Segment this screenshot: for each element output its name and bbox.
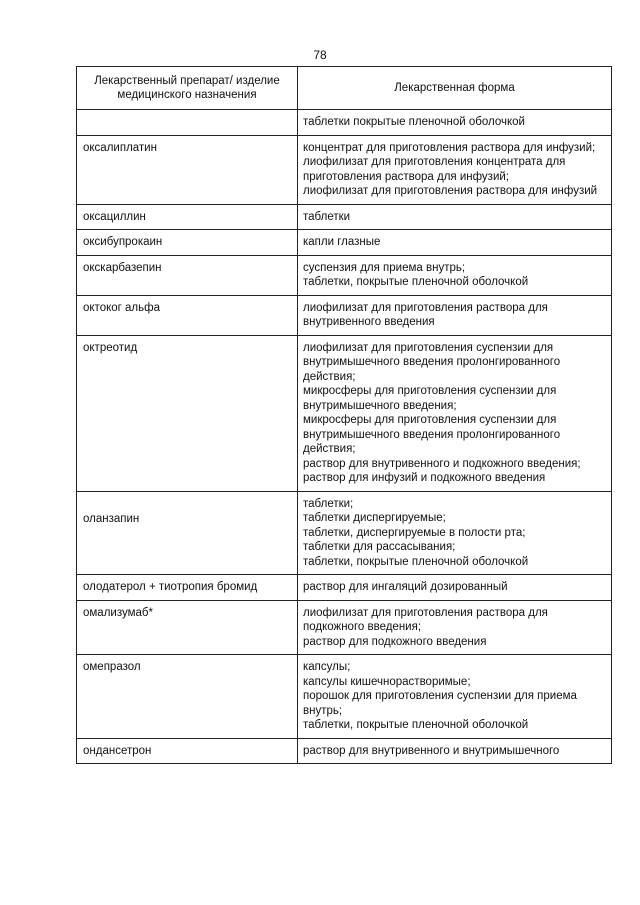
form-item: капсулы кишечнорастворимые; bbox=[303, 675, 471, 688]
form-item: таблетки bbox=[303, 210, 351, 223]
drug-cell bbox=[77, 110, 298, 136]
form-item: таблетки покрытые пленочной оболочкой bbox=[303, 116, 525, 128]
form-list bbox=[298, 575, 611, 600]
form-list bbox=[298, 601, 611, 655]
drug-name: омализумаб* bbox=[83, 606, 153, 619]
drug-name: октоког альфа bbox=[83, 301, 160, 314]
form-cell bbox=[298, 110, 612, 136]
form-item: капсулы; bbox=[303, 661, 351, 673]
table-row bbox=[77, 135, 612, 204]
form-item: суспензия для приема внутрь; bbox=[303, 261, 466, 274]
form-item: лиофилизат для приготовления раствора для внутривенного введения bbox=[303, 301, 548, 328]
form-item: раствор для подкожного введения bbox=[303, 635, 487, 648]
form-item: лиофилизат для приготовления суспензии для внутримышечного введения пролонгированного действия; bbox=[303, 341, 561, 383]
form-item: микросферы для приготовления суспензии для внутримышечного введения пролонгированного действия; bbox=[303, 414, 561, 455]
form-list bbox=[298, 205, 611, 230]
header-form-label: Лекарственная форма bbox=[394, 81, 515, 94]
form-list bbox=[298, 136, 611, 204]
drug-cell bbox=[77, 135, 298, 204]
form-item: лиофилизат для приготовления концентрата для приготовления раствора для инфузий; bbox=[303, 156, 566, 183]
form-cell bbox=[298, 738, 612, 764]
medication-table bbox=[76, 66, 612, 764]
drug-cell bbox=[77, 600, 298, 655]
form-item: лиофилизат для приготовления раствора для подкожного введения; bbox=[303, 606, 548, 633]
form-item: раствор для внутривенного и подкожного введения; bbox=[303, 457, 581, 470]
form-item: капли глазные bbox=[303, 236, 381, 248]
form-list bbox=[298, 336, 611, 491]
drug-name: олодатерол + тиотропия бромид bbox=[83, 581, 258, 593]
form-list bbox=[298, 230, 611, 255]
table-row bbox=[77, 491, 612, 575]
form-list bbox=[298, 739, 611, 764]
form-cell bbox=[298, 491, 612, 575]
form-cell bbox=[298, 335, 612, 491]
drug-cell bbox=[77, 230, 298, 256]
drug-name: оксибупрокаин bbox=[83, 236, 163, 248]
form-item: таблетки диспергируемые; bbox=[303, 512, 446, 524]
page-number: 78 bbox=[313, 48, 327, 62]
drug-name: оксалиплатин bbox=[83, 141, 157, 154]
form-cell bbox=[298, 575, 612, 601]
drug-name bbox=[77, 110, 297, 118]
form-item: порошок для приготовления суспензии для приема внутрь; bbox=[303, 690, 577, 717]
table-row bbox=[77, 255, 612, 295]
form-item: микросферы для приготовления суспензии для внутримышечного введения; bbox=[303, 385, 557, 412]
drug-name: окскарбазепин bbox=[83, 261, 162, 274]
drug-name: оксациллин bbox=[83, 210, 146, 223]
form-item: раствор для инфузий и подкожного введения bbox=[303, 472, 546, 484]
form-item: лиофилизат для приготовления раствора для инфузий bbox=[303, 185, 598, 197]
form-list bbox=[298, 296, 611, 335]
form-cell bbox=[298, 655, 612, 739]
drug-name: октреотид bbox=[83, 341, 138, 354]
drug-cell bbox=[77, 255, 298, 295]
table-row bbox=[77, 204, 612, 230]
drug-cell bbox=[77, 491, 298, 575]
drug-cell bbox=[77, 738, 298, 764]
table-row bbox=[77, 575, 612, 601]
form-cell bbox=[298, 230, 612, 256]
drug-name: оланзапин bbox=[83, 512, 140, 525]
header-drug bbox=[77, 67, 298, 110]
form-list bbox=[298, 655, 611, 738]
form-item: таблетки, покрытые пленочной оболочкой bbox=[303, 555, 529, 568]
table-row bbox=[77, 230, 612, 256]
form-item: таблетки для рассасывания; bbox=[303, 541, 456, 553]
form-item: таблетки, покрытые пленочной оболочкой bbox=[303, 276, 529, 288]
table-row bbox=[77, 600, 612, 655]
form-item: раствор для ингаляций дозированный bbox=[303, 581, 508, 593]
form-item: раствор для внутривенного и внутримышечного bbox=[303, 744, 560, 757]
form-item: таблетки, покрытые пленочной оболочкой bbox=[303, 719, 529, 731]
form-cell bbox=[298, 600, 612, 655]
table-row bbox=[77, 295, 612, 335]
form-list bbox=[298, 256, 611, 295]
drug-name: омепразол bbox=[83, 661, 141, 673]
drug-cell bbox=[77, 335, 298, 491]
table-row bbox=[77, 110, 612, 136]
form-list bbox=[298, 492, 611, 575]
form-item: концентрат для приготовления раствора для инфузий; bbox=[303, 141, 596, 154]
drug-cell bbox=[77, 575, 298, 601]
form-item: таблетки; bbox=[303, 497, 354, 510]
form-cell bbox=[298, 255, 612, 295]
table-row bbox=[77, 655, 612, 739]
table-row bbox=[77, 335, 612, 491]
form-cell bbox=[298, 204, 612, 230]
form-cell bbox=[298, 295, 612, 335]
form-list bbox=[298, 110, 611, 135]
form-item: таблетки, диспергируемые в полости рта; bbox=[303, 526, 526, 539]
table-body bbox=[77, 110, 612, 764]
table-row bbox=[77, 738, 612, 764]
drug-cell bbox=[77, 655, 298, 739]
drug-cell bbox=[77, 295, 298, 335]
header-form bbox=[298, 67, 612, 110]
table-header-row bbox=[77, 67, 612, 110]
header-drug-label: Лекарственный препарат/ изделие медицинского назначения bbox=[94, 74, 280, 101]
form-cell bbox=[298, 135, 612, 204]
drug-cell bbox=[77, 204, 298, 230]
drug-name: ондансетрон bbox=[83, 744, 152, 757]
